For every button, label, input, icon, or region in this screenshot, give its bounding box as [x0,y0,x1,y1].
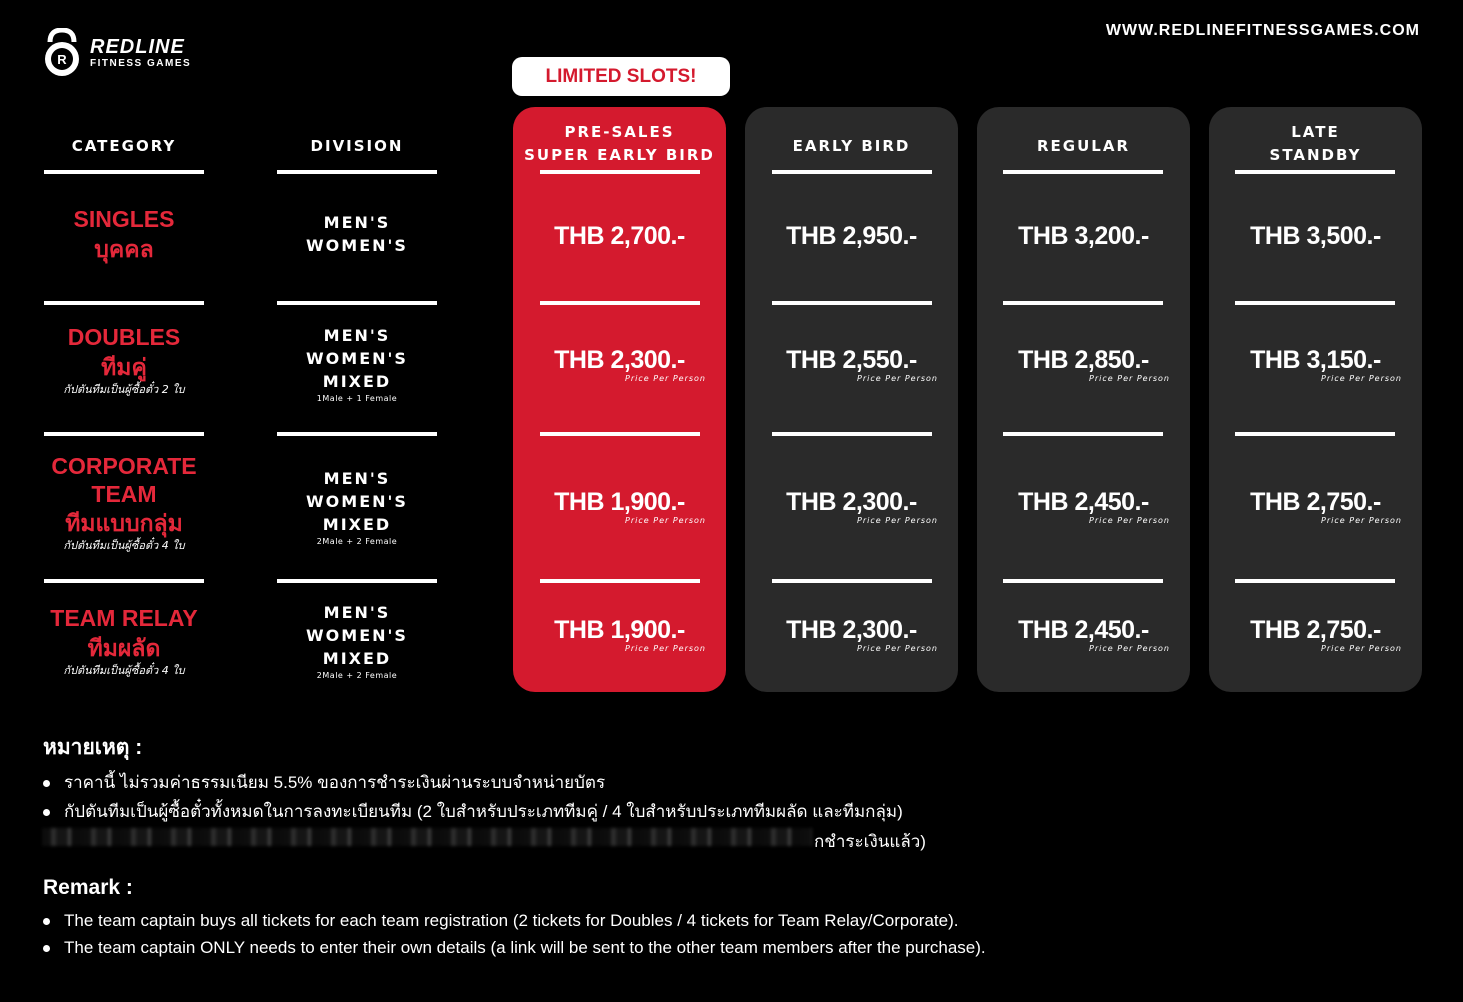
price-per-person-label: Price Per Person [625,516,706,525]
tier-header-regular: REGULAR [1036,137,1130,155]
divider-rule [277,432,437,436]
price-value: THB 2,700.- [554,222,685,250]
brand-logo [42,28,232,80]
remark-item [43,911,958,931]
divider-rule [277,579,437,583]
price-value: THB 2,300.- [554,346,685,374]
price-per-person-label: Price Per Person [1321,374,1402,383]
category-name-th: ทีมแบบกลุ่ม [65,510,183,536]
tier-card-early-bird [745,107,958,692]
tier-header-line: STANDBY [1269,146,1362,164]
division-item: MIXED [322,515,392,534]
divider-rule [44,170,204,174]
division-team-relay [277,601,437,682]
price-cell [765,616,938,653]
category-note: กัปตันทีมเป็นผู้ซื้อตั๋ว 4 ใบ [63,539,185,552]
price-value: THB 2,300.- [786,616,917,644]
division-corporate [277,467,437,548]
price-cell [997,222,1170,251]
price-value: THB 2,750.- [1250,488,1381,516]
remark-item [43,938,986,958]
tier-header-early-bird: EARLY BIRD [792,137,911,155]
divider-rule [772,432,932,436]
note-text: ราคานี้ ไม่รวมค่าธรรมเนียม 5.5% ของการชำระเงินผ่านระบบจำหน่ายบัตร [64,773,606,792]
price-cell [1229,346,1402,383]
bullet-icon [43,809,50,816]
division-note: 2Male + 2 Female [316,671,398,680]
divider-rule [540,170,700,174]
price-value: THB 2,300.- [786,488,917,516]
category-header: CATEGORY [71,137,177,155]
division-item: MEN'S [323,469,391,488]
price-value: THB 3,500.- [1250,222,1381,250]
price-per-person-label: Price Per Person [625,644,706,653]
price-cell [1229,222,1402,251]
category-name: SINGLES [73,206,175,232]
category-note: กัปตันทีมเป็นผู้ซื้อตั๋ว 4 ใบ [63,664,185,677]
category-singles [44,204,204,264]
divider-rule [1235,432,1395,436]
price-cell [533,616,706,653]
price-per-person-label: Price Per Person [1089,374,1170,383]
divider-rule [1235,301,1395,305]
division-item: MIXED [322,372,392,391]
price-per-person-label: Price Per Person [857,516,938,525]
price-cell [1229,616,1402,653]
logo-title: REDLINE [90,36,185,58]
tier-card-presale [513,107,726,692]
price-value: THB 2,750.- [1250,616,1381,644]
price-value: THB 1,900.- [554,488,685,516]
price-per-person-label: Price Per Person [1089,644,1170,653]
divider-rule [1003,579,1163,583]
price-value: THB 1,900.- [554,616,685,644]
divider-rule [540,579,700,583]
divider-rule [277,301,437,305]
division-item: WOMEN'S [306,236,408,255]
division-item: MEN'S [323,603,391,622]
category-team-relay [34,603,214,679]
category-name: DOUBLES [67,324,181,350]
division-doubles [277,324,437,405]
bullet-icon [43,918,50,925]
category-name-th: ทีมคู่ [101,354,147,380]
bullet-icon [43,780,50,787]
kettlebell-icon [42,28,82,78]
price-value: THB 2,950.- [786,222,917,250]
division-item: MEN'S [323,213,391,232]
price-cell [997,616,1170,653]
tier-card-regular [977,107,1190,692]
divider-rule [277,170,437,174]
price-value: THB 2,450.- [1018,616,1149,644]
price-per-person-label: Price Per Person [625,374,706,383]
division-item: WOMEN'S [306,349,408,368]
remark-text: The team captain buys all tickets for each team registration (2 tickets for Doubles / 4 tickets for Team Relay/Corporate). [64,911,959,930]
notes-title-th: หมายเหตุ : [43,736,143,759]
divider-rule [1235,170,1395,174]
price-cell [765,488,938,525]
remark-title: Remark : [43,876,133,899]
bullet-icon [43,945,50,952]
divider-rule [540,432,700,436]
division-item: WOMEN'S [306,492,408,511]
price-cell [765,346,938,383]
price-value: THB 3,200.- [1018,222,1149,250]
note-text: กัปตันทีมเป็นผู้ซื้อตั๋วทั้งหมดในการลงทะเบียนทีม (2 ใบสำหรับประเภททีมคู่ / 4 ใบสำหรับประเภททีมผลัด และทีมกลุ่ม) [64,802,903,821]
logo-subtitle: FITNESS GAMES [90,58,192,69]
price-cell [1229,488,1402,525]
tier-header-line: LATE [1291,123,1340,141]
divider-rule [540,301,700,305]
tier-header-late [1209,121,1422,167]
division-item: WOMEN'S [306,626,408,645]
division-note: 1Male + 1 Female [316,394,398,403]
note-item [43,769,605,796]
price-per-person-label: Price Per Person [857,644,938,653]
price-per-person-label: Price Per Person [1321,644,1402,653]
price-cell [533,346,706,383]
divider-rule [44,579,204,583]
divider-rule [1235,579,1395,583]
limited-slots-badge: LIMITED SLOTS! [512,57,730,96]
category-doubles [34,322,214,398]
price-cell [997,488,1170,525]
category-name-th: บุคคล [94,236,154,262]
price-per-person-label: Price Per Person [857,374,938,383]
price-cell [533,488,706,525]
divider-rule [1003,432,1163,436]
price-cell [765,222,938,251]
division-header: DIVISION [310,137,404,155]
divider-rule [1003,170,1163,174]
price-value: THB 2,550.- [786,346,917,374]
remark-text: The team captain ONLY needs to enter their own details (a link will be sent to the other team members after the purchase). [64,938,986,957]
divider-rule [1003,301,1163,305]
category-name: TEAM RELAY [50,605,198,631]
website-url: WWW.REDLINEFITNESSGAMES.COM [1105,22,1420,39]
divider-rule [772,170,932,174]
divider-rule [772,301,932,305]
redacted-strip [42,828,812,846]
tier-header-presale [513,121,726,167]
price-cell [997,346,1170,383]
category-note: กัปตันทีมเป็นผู้ซื้อตั๋ว 2 ใบ [63,383,185,396]
price-value: THB 3,150.- [1250,346,1381,374]
division-singles [277,211,437,257]
division-note: 2Male + 2 Female [316,537,398,546]
price-value: THB 2,450.- [1018,488,1149,516]
price-value: THB 2,850.- [1018,346,1149,374]
tier-header-line: SUPER EARLY BIRD [524,146,715,164]
category-name: CORPORATE TEAM [51,453,197,507]
division-item: MIXED [322,649,392,668]
category-name-th: ทีมผลัด [87,635,161,661]
tier-header-line: PRE-SALES [564,123,675,141]
svg-text:R: R [57,52,67,67]
tier-card-late [1209,107,1422,692]
note-item [43,798,903,825]
note-partial: กชำระเงินแล้ว) [814,832,926,851]
divider-rule [44,432,204,436]
divider-rule [772,579,932,583]
price-cell [533,222,706,251]
price-per-person-label: Price Per Person [1321,516,1402,525]
category-corporate [34,452,214,554]
divider-rule [44,301,204,305]
division-item: MEN'S [323,326,391,345]
price-per-person-label: Price Per Person [1089,516,1170,525]
